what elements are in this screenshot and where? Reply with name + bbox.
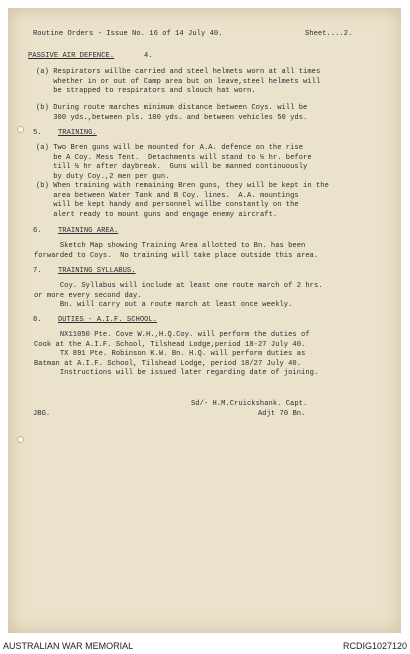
section-5a-line: till ½ hr after daybreak. Guns will be manned continuously	[36, 163, 308, 171]
section-5a-line: by duty Coy.,2 men per gun.	[36, 172, 170, 181]
section-4-title: PASSIVE AIR DEFENCE.	[28, 52, 115, 60]
section-8-number: 8.	[33, 316, 42, 324]
section-7-number: 7.	[33, 267, 42, 275]
section-5b-line: alert ready to mount guns and engage enemy aircraft.	[36, 210, 278, 219]
section-5a-line: be A Coy. Mess Tent. Detachments will stand to ½ hr. before	[36, 153, 312, 162]
section-4b-line: 300 yds.,between pls. 100 yds. and between vehicles 50 yds.	[36, 113, 308, 122]
archive-name: AUSTRALIAN WAR MEMORIAL	[3, 641, 134, 651]
signature-line: Sd/- H.M.Cruickshank. Capt.	[191, 400, 308, 408]
archive-id: RCDIG1027120	[342, 641, 407, 651]
section-8-title: DUTIES - A.I.F. SCHOOL.	[58, 316, 158, 324]
section-4b-line: (b) During route marches minimum distance between Coys. will be	[36, 104, 308, 112]
order-title: Routine Orders - Issue No. 16 of 14 July 40.	[33, 30, 223, 38]
section-8-line: Cook at the A.I.F. School, Tilshead Lodge,period 18-27 July 40.	[34, 340, 306, 349]
section-5b-line: will be kept handy and personnel willbe constantly on the	[36, 201, 299, 209]
section-8-line: NX11050 Pte. Cove W.H.,H.Q.Coy. will perform the duties of	[34, 331, 310, 339]
section-5-title: TRAINING.	[58, 129, 97, 137]
section-7-line: or more every second day.	[34, 291, 142, 300]
section-4a-line: whether in or out of Camp area but on leave,steel helmets will	[36, 77, 321, 86]
signature-title: Adjt 70 Bn.	[258, 409, 306, 418]
section-7-line: Bn. will carry out a route march at least once weekly.	[34, 301, 293, 309]
typist-initials: JBG.	[33, 409, 51, 418]
archive-footer	[0, 636, 410, 654]
section-4a-line: (a) Respirators willbe carried and steel helmets worn at all times	[36, 68, 321, 76]
section-5b-line: area between Water Tank and B Coy. lines. A.A. mountings	[36, 191, 299, 200]
section-5a-line: (a) Two Bren guns will be mounted for A.A. defence on the rise	[36, 144, 304, 152]
section-8-line: Batman at A.I.F. School, Tilshead Lodge, period 18/27 July 40.	[34, 359, 302, 368]
sheet-number: Sheet....2.	[305, 30, 353, 38]
document-body	[8, 8, 401, 633]
section-4-number: 4.	[144, 52, 153, 60]
section-6-line: forwarded to Coys. No training will take place outside this area.	[34, 251, 319, 260]
section-6-line: Sketch Map showing Training Area allotted to Bn. has been	[34, 242, 306, 250]
section-5b-line: (b) When training with remaining Bren guns, they will be kept in the	[36, 182, 329, 190]
section-5-number: 5.	[33, 129, 42, 137]
section-8-line: TX 891 Pte. Robinson K.W. Bn. H.Q. will perform duties as	[34, 350, 306, 358]
section-7-line: Coy. Syllabus will include at least one route march of 2 hrs.	[34, 282, 323, 290]
section-6-number: 6.	[33, 227, 42, 235]
section-6-title: TRAINING AREA.	[58, 227, 119, 235]
section-4a-line: be strapped to respirators and slouch hat worn.	[36, 87, 256, 95]
document-page	[8, 8, 401, 633]
section-8-line: Instructions will be issued later regarding date of joining.	[34, 369, 319, 377]
section-7-title: TRAINING SYLLABUS.	[58, 267, 136, 275]
